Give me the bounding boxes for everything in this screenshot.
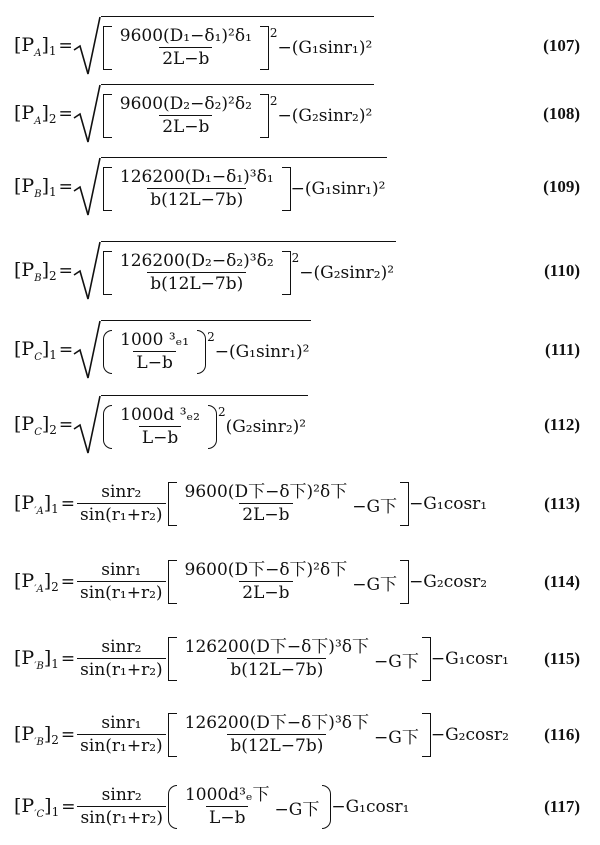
equation-111: $[P_C]_1$ = $\frac{\text{1000 ³ₑ₁}}{L-b}$ 2 −(G₁sinr₁)² (111) <box>14 318 590 382</box>
square-root: $\frac{\text{126200(D₂−δ₂)³δ₂}}{b(12L-7b)}$ 2 −(G₂sinr₂)² <box>73 241 396 301</box>
square-root: $\frac{\text{1000d ³ₑ₂}}{L-b}$ 2 (G₂sinr₂)² <box>73 395 308 455</box>
coefficient-fraction: $\frac{\text{sinr₂}}{\text{sin(r₁+r₂)}}$ <box>77 482 166 526</box>
equation-117: $[P_{'C}]_1$ = $\frac{\text{sinr₂}}{\text{sin(r₁+r₂)}}$ $\frac{\text{1000d³ₑ下}}{L-b}$ −G下 −G₁cosr₁ (117) <box>14 785 580 828</box>
equation-number: (108) <box>543 104 580 123</box>
fraction: $\frac{\text{126200(D下−δ下)³δ下}}{b(12L-7b)}$ <box>184 713 369 756</box>
right-paren <box>322 785 331 829</box>
right-bracket <box>260 26 269 70</box>
coefficient-fraction: $\frac{\text{sinr₂}}{\text{sin(r₁+r₂)}}$ <box>77 785 166 829</box>
right-bracket <box>260 94 269 138</box>
left-bracket <box>168 560 177 604</box>
right-bracket <box>282 167 291 211</box>
left-bracket <box>168 713 177 757</box>
equation-lhs: $[P_B]_2$ <box>14 258 57 284</box>
equation-109: $[P_B]_1$ = $\frac{\text{126200(D₁−δ₁)³δ₁}}{b(12L-7b)}$ −(G₁sinr₁)² (109) <box>14 154 590 220</box>
coefficient-fraction: $\frac{\text{sinr₁}}{\text{sin(r₁+r₂)}}$ <box>77 560 166 604</box>
left-paren <box>103 330 112 374</box>
right-bracket <box>282 251 291 295</box>
equation-lhs: $[P_{'B}]_1$ <box>14 646 59 672</box>
square-root: $\frac{\text{126200(D₁−δ₁)³δ₁}}{b(12L-7b)}$ −(G₁sinr₁)² <box>73 157 388 217</box>
square-root: $\frac{\text{9600(D₂−δ₂)²δ₂}}{2L-b}$ 2 −(G₂sinr₂)² <box>73 84 375 144</box>
left-bracket <box>103 251 112 295</box>
coefficient-fraction: $\frac{\text{sinr₂}}{\text{sin(r₁+r₂)}}$ <box>77 637 166 681</box>
equation-number: (110) <box>544 261 580 280</box>
square-root: $\frac{\text{1000 ³ₑ₁}}{L-b}$ 2 −(G₁sinr₁)² <box>73 320 311 380</box>
radical-sign <box>73 16 101 76</box>
fraction: $\frac{\text{9600(D下−δ下)²δ下}}{2L-b}$ <box>184 482 348 525</box>
right-paren <box>197 330 206 374</box>
fraction: $\frac{\text{1000d ³ₑ₂}}{L-b}$ <box>120 404 200 448</box>
equation-113: $[P_{'A}]_1$ = $\frac{\text{sinr₂}}{\text{sin(r₁+r₂)}}$ $\frac{\text{9600(D下−δ下)²δ下}}{2L-b}$ −G下 −G₁cosr₁ (113) <box>14 482 580 525</box>
square-root: $\frac{\text{9600(D₁−δ₁)²δ₁}}{2L-b}$ 2 −(G₁sinr₁)² <box>73 16 375 76</box>
equation-number: (109) <box>543 177 580 196</box>
right-paren <box>208 405 217 449</box>
radical-sign <box>73 157 101 217</box>
radical-sign <box>73 84 101 144</box>
equation-107: $[P_A]_1$ = $\frac{\text{9600(D₁−δ₁)²δ₁}}{2L-b}$ 2 −(G₁sinr₁)² (107) <box>14 14 590 78</box>
left-bracket <box>168 637 177 681</box>
equation-lhs: $[P_{'B}]_2$ <box>14 722 59 748</box>
left-bracket <box>103 167 112 211</box>
right-bracket <box>422 713 431 757</box>
equation-lhs: $[P_A]_1$ <box>14 33 57 59</box>
left-paren <box>168 785 177 829</box>
left-paren <box>103 405 112 449</box>
equation-108: $[P_A]_2$ = $\frac{\text{9600(D₂−δ₂)²δ₂}}{2L-b}$ 2 −(G₂sinr₂)² (108) <box>14 82 590 146</box>
equation-112: $[P_C]_2$ = $\frac{\text{1000d ³ₑ₂}}{L-b}$ 2 (G₂sinr₂)² (112) <box>14 392 590 458</box>
right-bracket <box>422 637 431 681</box>
equation-110: $[P_B]_2$ = $\frac{\text{126200(D₂−δ₂)³δ₂}}{b(12L-7b)}$ 2 −(G₂sinr₂)² (110) <box>14 238 590 304</box>
equation-lhs: $[P_{'A}]_2$ <box>14 569 59 595</box>
equation-number: (112) <box>544 415 580 434</box>
fraction: $\frac{\text{9600(D下−δ下)²δ下}}{2L-b}$ <box>184 560 348 603</box>
fraction: $\frac{\text{126200(D₁−δ₁)³δ₁}}{b(12L-7b)}$ <box>119 166 274 210</box>
equation-number: (117) <box>544 797 580 816</box>
equation-lhs: $[P_{'C}]_1$ <box>14 794 60 820</box>
fraction: $\frac{\text{1000 ³ₑ₁}}{L-b}$ <box>120 329 190 373</box>
equation-lhs: $[P_C]_1$ <box>14 337 57 363</box>
equation-lhs: $[P_{'A}]_1$ <box>14 491 59 517</box>
equation-number: (115) <box>544 649 580 668</box>
radical-sign <box>73 241 101 301</box>
equation-114: $[P_{'A}]_2$ = $\frac{\text{sinr₁}}{\text{sin(r₁+r₂)}}$ $\frac{\text{9600(D下−δ下)²δ下}}{2L-b}$ −G下 −G₂cosr₂ (114) <box>14 560 580 603</box>
fraction: $\frac{\text{126200(D₂−δ₂)³δ₂}}{b(12L-7b)}$ <box>119 250 274 294</box>
equation-number: (114) <box>544 572 580 591</box>
equation-number: (111) <box>545 340 580 359</box>
radical-sign <box>73 320 101 380</box>
equation-number: (113) <box>544 494 580 513</box>
fraction: $\frac{\text{9600(D₂−δ₂)²δ₂}}{2L-b}$ <box>119 93 252 137</box>
equation-lhs: $[P_A]_2$ <box>14 101 57 127</box>
left-bracket <box>103 26 112 70</box>
right-bracket <box>400 482 409 526</box>
left-bracket <box>168 482 177 526</box>
fraction: $\frac{\text{1000d³ₑ下}}{L-b}$ <box>184 785 270 828</box>
left-bracket <box>103 94 112 138</box>
equation-lhs: $[P_B]_1$ <box>14 174 57 200</box>
coefficient-fraction: $\frac{\text{sinr₁}}{\text{sin(r₁+r₂)}}$ <box>77 713 166 757</box>
fraction: $\frac{\text{9600(D₁−δ₁)²δ₁}}{2L-b}$ <box>119 25 252 69</box>
equation-lhs: $[P_C]_2$ <box>14 412 57 438</box>
equation-number: (107) <box>543 36 580 55</box>
equation-116: $[P_{'B}]_2$ = $\frac{\text{sinr₁}}{\text{sin(r₁+r₂)}}$ $\frac{\text{126200(D下−δ下)³δ下}}{b(12L-7b)}$ −G下 −G₂cosr₂ (116) <box>14 713 580 756</box>
right-bracket <box>400 560 409 604</box>
equation-number: (116) <box>544 725 580 744</box>
fraction: $\frac{\text{126200(D下−δ下)³δ下}}{b(12L-7b)}$ <box>184 637 369 680</box>
equation-115: $[P_{'B}]_1$ = $\frac{\text{sinr₂}}{\text{sin(r₁+r₂)}}$ $\frac{\text{126200(D下−δ下)³δ下}}{b(12L-7b)}$ −G下 −G₁cosr₁ (115) <box>14 637 580 680</box>
radical-sign <box>73 395 101 455</box>
